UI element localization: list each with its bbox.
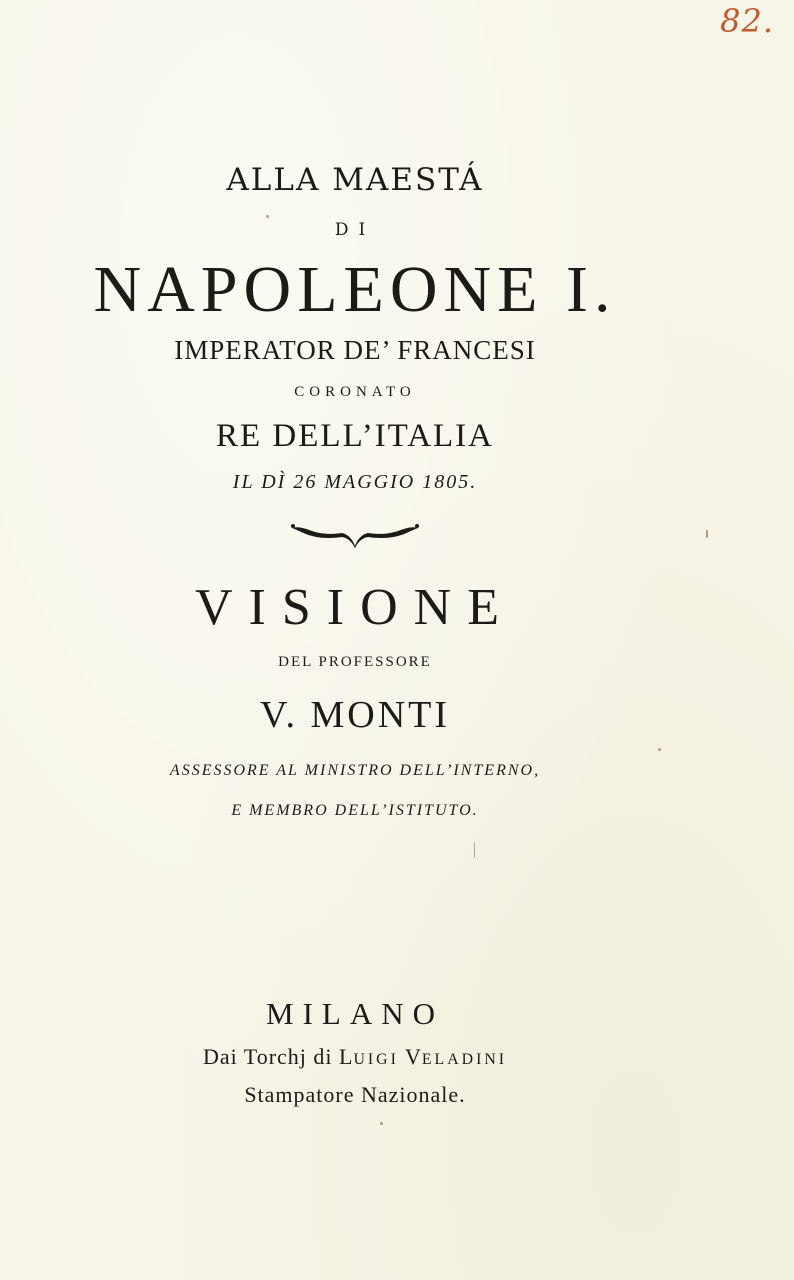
- byline: DEL PROFESSORE: [278, 654, 432, 670]
- work-title: VISIONE: [195, 579, 515, 636]
- ornament-rule-icon: [290, 522, 420, 550]
- imprint-printer-last-rest: ELADINI: [421, 1051, 508, 1068]
- coronation-date: IL DÌ 26 MAGGIO 1805.: [232, 471, 478, 493]
- imprint-printer: [0, 1044, 710, 1070]
- imprint-printer-last-initial: V: [405, 1044, 422, 1069]
- imprint-printer-first-rest: UIGI: [353, 1051, 399, 1068]
- dedication-line-di: DI: [334, 220, 376, 240]
- paper-speck: [706, 530, 708, 538]
- imprint-printer-title: Stampatore Nazionale.: [244, 1082, 466, 1107]
- dedicatee-title: IMPERATOR DE’ FRANCESI: [174, 335, 536, 365]
- imprint-city: MILANO: [266, 996, 444, 1031]
- author-role-2: E MEMBRO DELL’ISTITUTO.: [231, 802, 479, 819]
- paper-speck: [266, 215, 269, 218]
- dedication-line-alla-maesta: ALLA MAESTÁ: [226, 162, 484, 198]
- paper-speck: [380, 1122, 383, 1125]
- imprint-printer-prefix: Dai Torchj di: [202, 1044, 340, 1069]
- paper-speck: [658, 748, 661, 751]
- paper-speck: [474, 842, 475, 858]
- author-role-1: ASSESSORE AL MINISTRO DELL’INTERNO,: [169, 762, 541, 779]
- author-name: V. MONTI: [259, 694, 451, 736]
- dedication-line-re-italia: RE DELL’ITALIA: [216, 418, 494, 454]
- dedicatee-name: NAPOLEONE I.: [93, 253, 617, 326]
- shelfmark-annotation: 82.: [720, 2, 774, 40]
- dedication-line-coronato: CORONATO: [294, 384, 416, 400]
- imprint-printer-first-initial: L: [339, 1044, 354, 1069]
